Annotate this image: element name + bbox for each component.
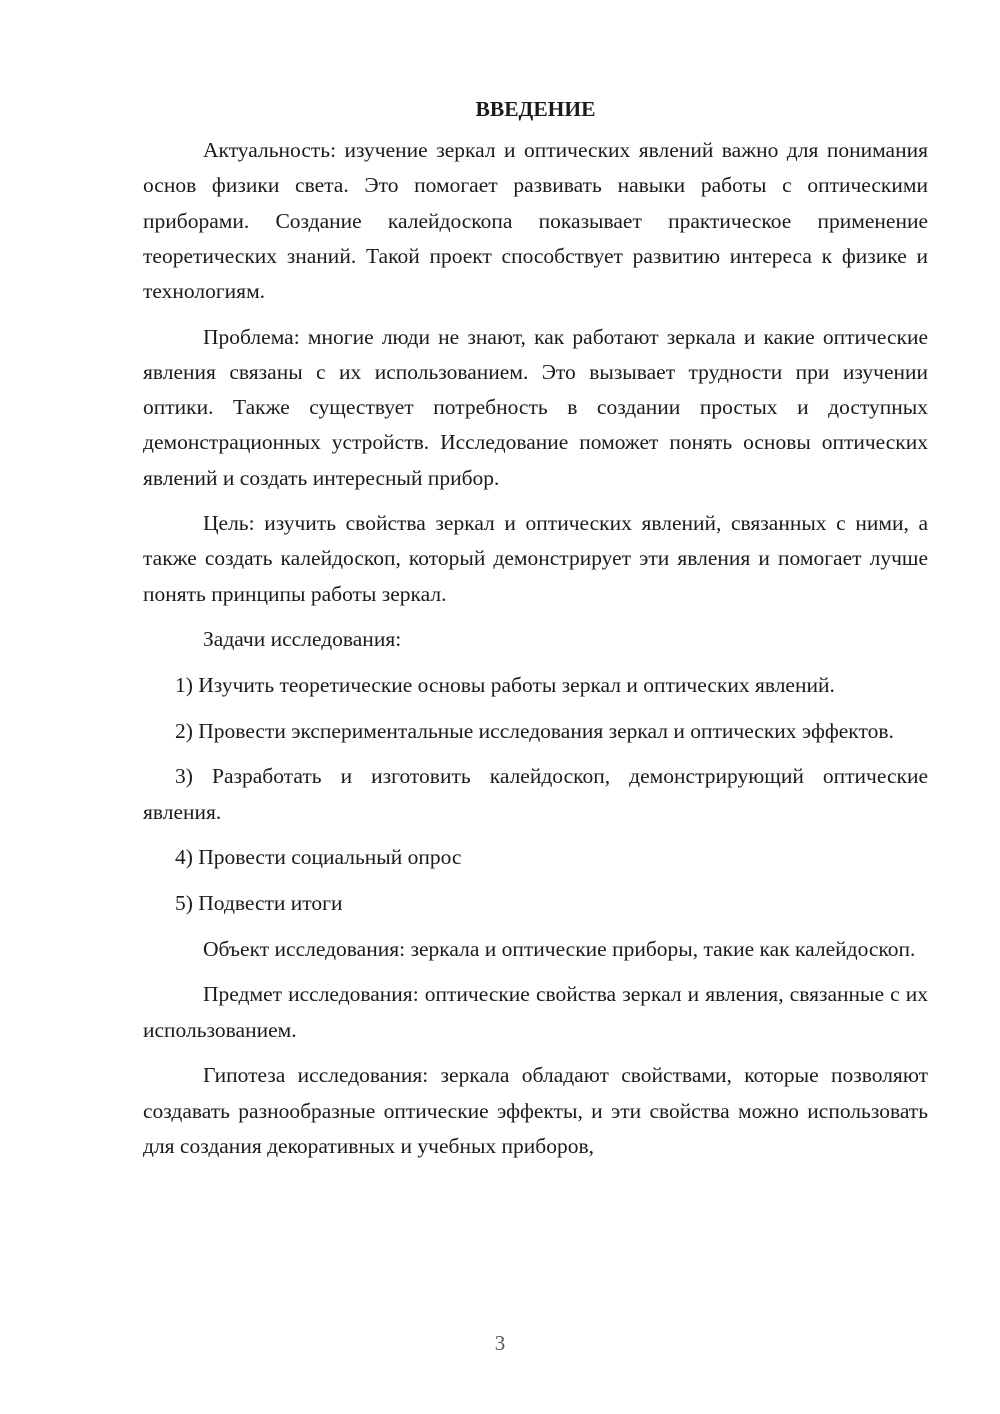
tasks-list — [143, 668, 928, 921]
section-title: ВВЕДЕНИЕ — [475, 97, 596, 121]
task-item: 5) Подвести итоги — [175, 891, 343, 916]
page-number: 3 — [494, 1331, 506, 1355]
tasks-heading: Задачи исследования: — [203, 627, 402, 652]
document-page — [143, 92, 928, 1174]
object-paragraph: Объект исследования: зеркала и оптические приборы, такие как калейдоскоп. — [203, 936, 916, 961]
subject-paragraph: Предмет исследования: оптические свойства зеркал и явления, связанные с их использованием. — [143, 982, 928, 1042]
relevance-paragraph: Актуальность: изучение зеркал и оптических явлений важно для понимания основ физики света. Это помогает развивать навыки работы с оптическими приборами. Создание калейдоскопа показывает практическое применение теоретических знаний. Такой проект способствует развитию интереса к физике и технологиям. — [143, 138, 928, 304]
task-item: 3) Разработать и изготовить калейдоскоп, демонстрирующий оптические явления. — [143, 764, 928, 824]
task-item: 2) Провести экспериментальные исследования зеркал и оптических эффектов. — [175, 718, 894, 743]
task-item: 1) Изучить теоретические основы работы зеркал и оптических явлений. — [175, 673, 835, 698]
goal-paragraph: Цель: изучить свойства зеркал и оптических явлений, связанных с ними, а также создать калейдоскоп, который демонстрирует эти явления и помогает лучше понять принципы работы зеркал. — [143, 511, 928, 606]
hypothesis-paragraph: Гипотеза исследования: зеркала обладают свойствами, которые позволяют создавать разнообразные оптические эффекты, и эти свойства можно использовать для создания декоративных и учебных приборов, — [143, 1063, 928, 1158]
problem-paragraph: Проблема: многие люди не знают, как работают зеркала и какие оптические явления связаны с их использованием. Это вызывает трудности при изучении оптики. Также существует потребность в создании простых и доступных демонстрационных устройств. Исследование поможет понять основы оптических явлений и создать интересный прибор. — [143, 324, 928, 490]
task-item: 4) Провести социальный опрос — [175, 845, 462, 870]
